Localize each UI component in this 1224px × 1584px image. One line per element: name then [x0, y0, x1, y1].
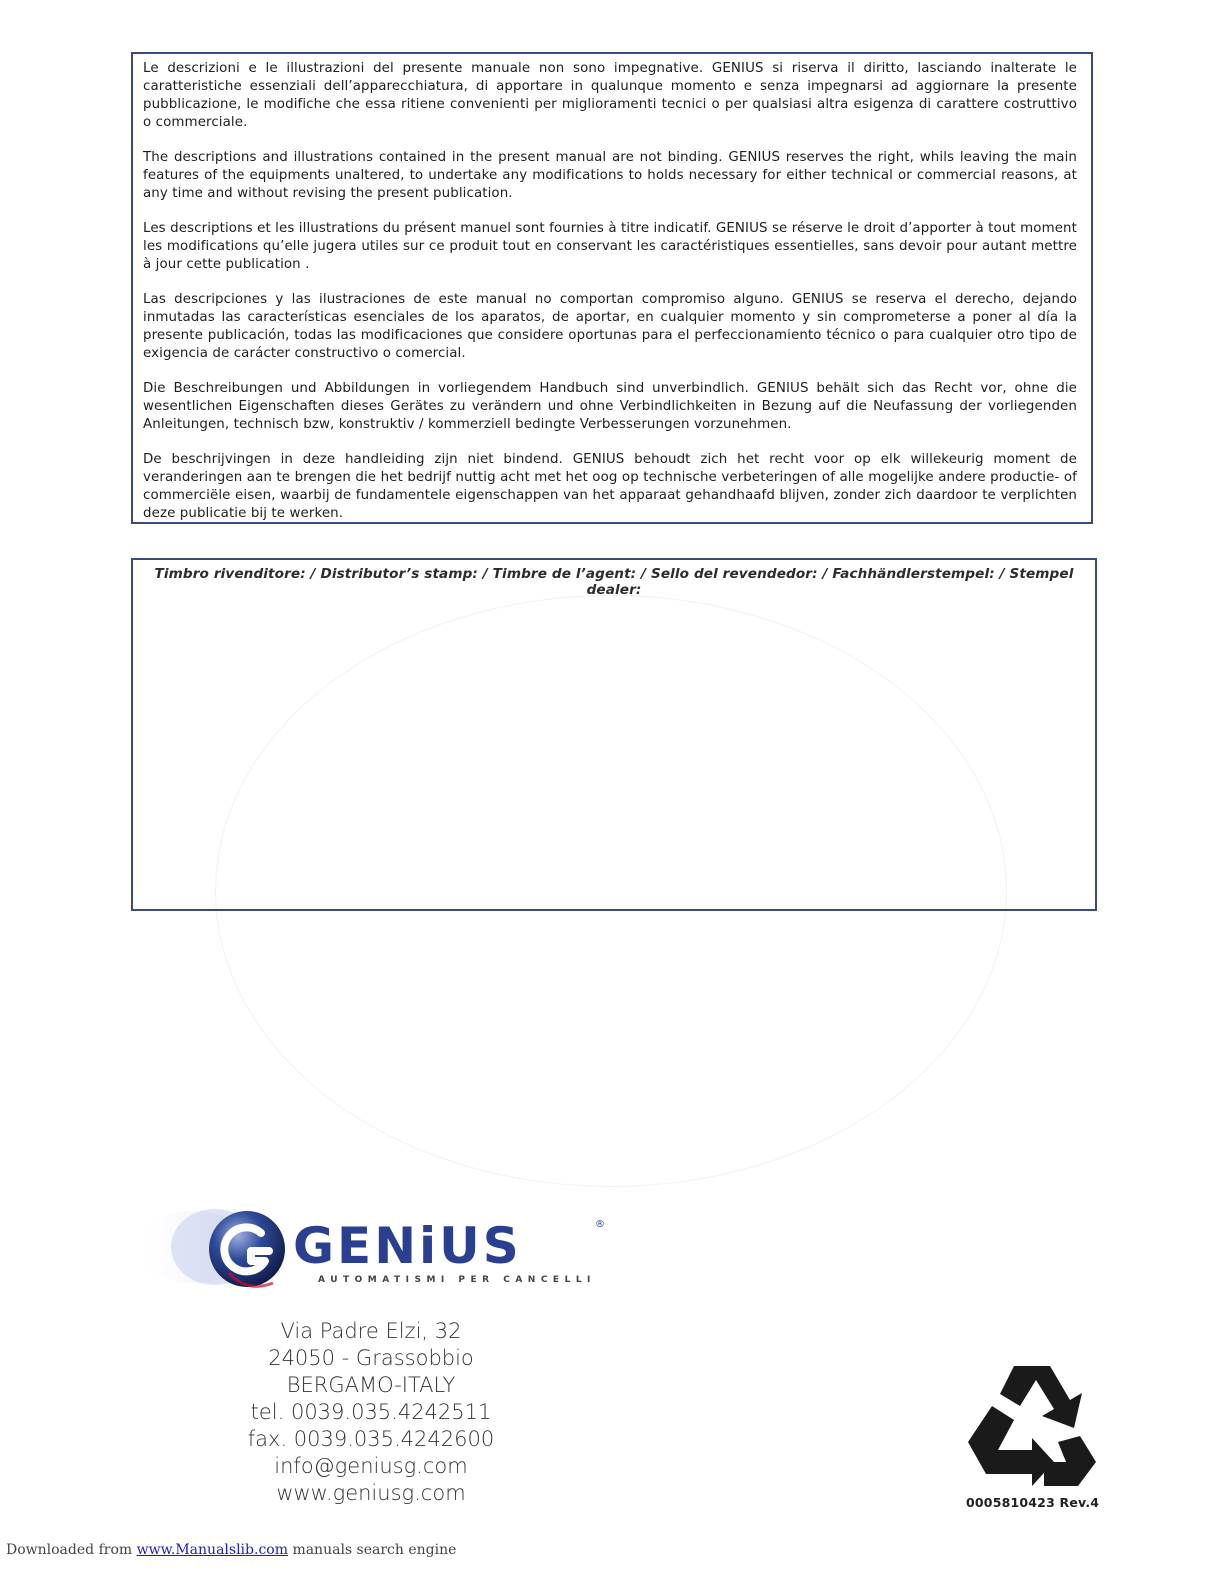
disclaimer-french: Les descriptions et les illustrations du présent manuel sont fournies à titre indicatif. GENIUS se réserve le droit d’apporter à tout moment les modifications qu’elle jugera utiles sur ce produit tout en conservant les caractéristiques essentielles, sans devoir pour autant mettre à jour cette publication .	[143, 221, 1077, 272]
disclaimer-english: The descriptions and illustrations contained in the present manual are not binding. GENIUS reserves the right, whils leaving the main features of the equipments unaltered, to undertake any modifications to holds necessary for either technical or commercial reasons, at any time and without revising the present publication.	[143, 150, 1077, 201]
address-website: www.geniusg.com	[276, 1481, 466, 1505]
manualslib-link[interactable]: www.Manualslib.com	[136, 1542, 288, 1558]
stamp-label: Timbro rivenditore: / Distributor’s stamp: / Timbre de l’agent: / Sello del revendedor: / Fachhändlerstempel: / Stempel dealer:	[154, 566, 1074, 598]
distributor-stamp-box	[131, 558, 1097, 911]
disclaimer-dutch: De beschrijvingen in deze handleiding zijn niet bindend. GENIUS behoudt zich het recht voor op elk willekeurig moment de veranderingen aan te brengen die het bedrijf nuttig acht met het oog op technische verbeteringen of alle mogelijke andere productie- of commerciële eisen, waarbij de fundamentele eigenschappen van het apparaat gehandhaafd blijven, zonder zich daardoor te verplichten deze publicatie bij te werken.	[143, 452, 1077, 521]
disclaimer-spanish: Las descripciones y las ilustraciones de este manual no comportan compromiso alguno. GENIUS se reserva el derecho, dejando inmutadas las características esenciales de los aparatos, de aportar, en cualquier momento y sin comprometerse a poner al día la presente publicación, todas las modificaciones que considere oportunas para el perfeccionamiento técnico o para cualquier otro tipo de exigencia de carácter constructivo o comercial.	[143, 292, 1077, 361]
document-code: 0005810423 Rev.4	[966, 1495, 1100, 1510]
address-email: info@geniusg.com	[274, 1454, 468, 1478]
footer-suffix: manuals search engine	[292, 1542, 457, 1558]
address-city: 24050 - Grassobbio	[268, 1346, 474, 1370]
logo-tagline: AUTOMATISMI PER CANCELLI	[318, 1275, 596, 1285]
address-phone: tel. 0039.035.4242511	[250, 1400, 492, 1424]
genius-g-sphere-icon	[135, 1209, 285, 1287]
disclaimer-box	[131, 52, 1093, 524]
genius-logo	[133, 1203, 613, 1303]
address-country: BERGAMO-ITALY	[286, 1373, 456, 1397]
logo-wordmark: GENiUS	[293, 1217, 522, 1275]
company-address	[226, 1318, 516, 1507]
disclaimer-german: Die Beschreibungen und Abbildungen in vorliegendem Handbuch sind unverbindlich. GENIUS behält sich das Recht vor, ohne die wesentlichen Eigenschaften dieses Gerätes zu verändern und ohne Verbindlichkeiten in Bezung auf die Neufassung der vorliegenden Anleitungen, technisch bzw, konstruktiv / kommerziell bedingte Verbesserungen vorzunehmen.	[143, 381, 1077, 432]
address-street: Via Padre Elzi, 32	[280, 1319, 462, 1343]
recycle-icon	[962, 1358, 1102, 1493]
footer-prefix: Downloaded from	[6, 1542, 133, 1558]
address-fax: fax. 0039.035.4242600	[247, 1427, 495, 1451]
download-footer	[6, 1542, 456, 1558]
disclaimer-italian: Le descrizioni e le illustrazioni del presente manuale non sono impegnative. GENIUS si riserva il diritto, lasciando inalterate le caratteristiche essenziali dell’apparecchiatura, di apportare in qualunque momento e senza impegnarsi ad aggiornare la presente pubblicazione, le modifiche che essa ritiene convenienti per miglioramenti tecnici o per qualsiasi altra esigenza di carattere costruttivo o commerciale.	[143, 61, 1077, 130]
logo-registered-mark: ®	[595, 1219, 605, 1230]
